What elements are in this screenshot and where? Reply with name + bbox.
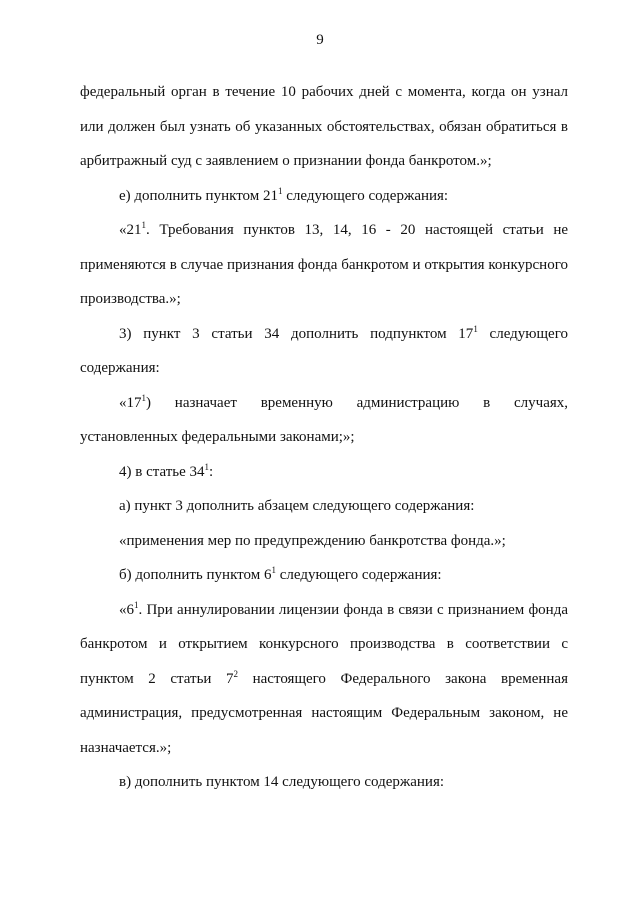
paragraph-9 bbox=[80, 558, 568, 593]
text-run: следующего содержания: bbox=[282, 187, 449, 204]
text-run: : bbox=[209, 463, 214, 480]
paragraph-11 bbox=[80, 765, 568, 800]
paragraph-4 bbox=[80, 317, 568, 386]
page-number: 9 bbox=[316, 32, 324, 48]
paragraph-7 bbox=[80, 489, 568, 524]
text-run: «6 bbox=[119, 601, 134, 618]
paragraph-5 bbox=[80, 386, 568, 455]
document-body bbox=[80, 75, 568, 800]
superscript: 1 bbox=[204, 461, 210, 472]
paragraph-2 bbox=[80, 179, 568, 214]
text-run: 4) в статье 34 bbox=[119, 463, 205, 480]
superscript: 1 bbox=[278, 185, 283, 196]
text-run: следующего содержания: bbox=[275, 567, 442, 583]
superscript: 2 bbox=[233, 668, 239, 679]
text-run: в) дополнить пунктом 14 следующего содержания: bbox=[119, 774, 445, 790]
superscript: 1 bbox=[141, 220, 146, 230]
superscript: 1 bbox=[473, 323, 478, 334]
text-run: «применения мер по предупреждению банкротства фонда.»; bbox=[119, 532, 506, 549]
text-run: «21 bbox=[119, 222, 142, 238]
paragraph-3 bbox=[80, 213, 568, 317]
text-run: а) пункт 3 дополнить абзацем следующего содержания: bbox=[119, 498, 475, 514]
text-run: следующего содержания: bbox=[80, 325, 568, 376]
text-run: ) назначает временную администрацию в случаях, установленных федеральными законами;»; bbox=[80, 394, 568, 445]
paragraph-6 bbox=[80, 455, 568, 490]
text-run: федеральный орган в течение 10 рабочих дней с момента, когда он узнал или должен был узнать об указанных обстоятельствах, обязан обратиться в арбитражный суд с заявлением о признании фонда банкротом.»; bbox=[80, 84, 568, 169]
text-run: . Требования пунктов 13, 14, 16 - 20 настоящей статьи не применяются в случае признания фонда банкротом и открытия конкурсного производства.»; bbox=[80, 222, 568, 307]
superscript: 1 bbox=[271, 565, 276, 575]
superscript: 1 bbox=[134, 599, 139, 610]
paragraph-8 bbox=[80, 524, 568, 559]
text-run: б) дополнить пунктом 6 bbox=[119, 567, 272, 583]
text-run: настоящего Федерального закона временная администрация, предусмотренная настоящим Федеральным законом, не назначается.»; bbox=[80, 670, 568, 756]
superscript: 1 bbox=[141, 392, 146, 403]
text-run: . При аннулировании лицензии фонда в связи с признанием фонда банкротом и открытием конкурсного производства в соответствии с пунктом 2 статьи 7 bbox=[80, 601, 568, 687]
paragraph-10 bbox=[80, 593, 568, 766]
text-run: е) дополнить пунктом 21 bbox=[119, 187, 279, 204]
text-run: «17 bbox=[119, 394, 142, 411]
paragraph-1 bbox=[80, 75, 568, 179]
text-run: 3) пункт 3 статьи 34 дополнить подпунктом 17 bbox=[119, 325, 474, 342]
